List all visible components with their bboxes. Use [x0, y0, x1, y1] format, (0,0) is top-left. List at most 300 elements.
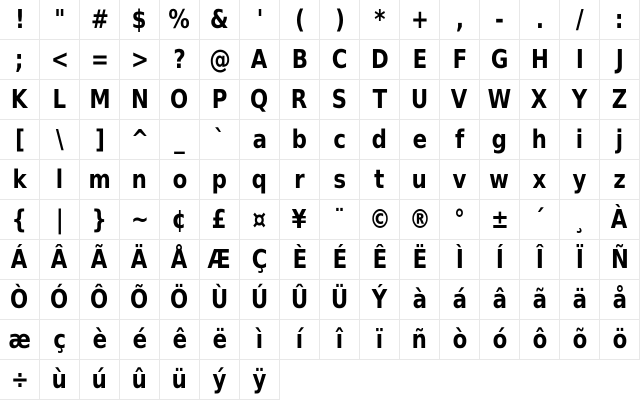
glyph-cell: [400, 0, 440, 40]
glyph: Z: [611, 85, 628, 115]
glyph: À: [611, 205, 628, 235]
glyph-cell: [320, 40, 360, 80]
glyph: ã: [532, 285, 547, 315]
glyph: X: [531, 85, 548, 115]
glyph-cell: [480, 0, 520, 40]
glyph-cell: [160, 360, 200, 400]
glyph-cell: [120, 240, 160, 280]
glyph-cell: [320, 120, 360, 160]
glyph-cell: [240, 200, 280, 240]
glyph: M: [88, 85, 111, 115]
glyph-cell: [360, 160, 400, 200]
glyph-cell: [600, 280, 640, 320]
glyph-row: [0, 240, 640, 280]
glyph-cell: [0, 360, 40, 400]
glyph-cell: [560, 320, 600, 360]
glyph-cell: [360, 0, 400, 40]
glyph-cell: [480, 40, 520, 80]
glyph: é: [132, 325, 147, 355]
glyph-cell: [600, 80, 640, 120]
glyph-cell: [200, 80, 240, 120]
glyph: J: [615, 45, 624, 75]
glyph: n: [131, 165, 148, 195]
glyph: è: [92, 325, 107, 355]
glyph-cell: [240, 120, 280, 160]
glyph: û: [131, 365, 148, 395]
glyph: í: [295, 325, 304, 355]
glyph-cell: [320, 280, 360, 320]
glyph-row: [0, 120, 640, 160]
glyph-cell: [120, 40, 160, 80]
glyph-cell: [520, 0, 560, 40]
glyph: &: [210, 5, 229, 35]
glyph: ': [256, 5, 263, 35]
glyph-cell: [480, 120, 520, 160]
glyph: Ë: [412, 245, 427, 275]
glyph-cell: [160, 160, 200, 200]
glyph-cell: [600, 0, 640, 40]
glyph: |: [55, 205, 64, 235]
glyph-cell: [520, 200, 560, 240]
glyph-cell: [320, 200, 360, 240]
glyph-cell: [600, 40, 640, 80]
glyph-cell: [120, 200, 160, 240]
glyph: ): [334, 5, 345, 35]
glyph: ï: [375, 325, 384, 355]
glyph: %: [168, 5, 191, 35]
glyph-row: [0, 0, 640, 40]
glyph: £: [212, 205, 227, 235]
glyph: .: [535, 5, 544, 35]
glyph: N: [130, 85, 149, 115]
glyph-cell: [40, 200, 80, 240]
glyph-cell: [360, 200, 400, 240]
glyph-cell: [80, 280, 120, 320]
glyph-cell: [280, 0, 320, 40]
glyph: ´: [534, 205, 545, 235]
glyph: ö: [612, 325, 627, 355]
glyph-cell: [400, 120, 440, 160]
glyph-cell: [520, 120, 560, 160]
glyph: `: [214, 125, 225, 155]
glyph-row: [0, 80, 640, 120]
glyph: ¸: [574, 205, 585, 235]
glyph: ¨: [334, 205, 345, 235]
glyph: ±: [490, 205, 509, 235]
glyph: <: [50, 45, 69, 75]
glyph-cell: [360, 40, 400, 80]
glyph-cell: [240, 40, 280, 80]
glyph: Í: [495, 245, 504, 275]
glyph-cell: [200, 320, 240, 360]
glyph: ò: [452, 325, 467, 355]
glyph-cell: [280, 160, 320, 200]
glyph-cell: [480, 200, 520, 240]
glyph: S: [331, 85, 348, 115]
glyph: V: [451, 85, 468, 115]
glyph-cell: [80, 0, 120, 40]
glyph: j: [615, 125, 624, 155]
glyph-cell: [0, 320, 40, 360]
glyph: U: [410, 85, 429, 115]
glyph-cell: [240, 80, 280, 120]
glyph: =: [90, 45, 109, 75]
glyph-cell: [520, 40, 560, 80]
glyph-cell: [600, 320, 640, 360]
glyph-cell: [280, 120, 320, 160]
glyph-cell: [520, 280, 560, 320]
glyph-cell: [560, 240, 600, 280]
glyph-cell: [0, 280, 40, 320]
glyph: ù: [51, 365, 68, 395]
glyph-cell: [80, 200, 120, 240]
glyph-cell: [360, 80, 400, 120]
glyph-cell: [440, 80, 480, 120]
glyph: â: [492, 285, 507, 315]
glyph: -: [495, 5, 504, 35]
glyph: É: [332, 245, 347, 275]
glyph: ": [53, 5, 66, 35]
glyph-cell: [120, 0, 160, 40]
glyph: Æ: [207, 245, 232, 275]
glyph-cell: [80, 320, 120, 360]
glyph-row: [0, 40, 640, 80]
glyph-cell: [0, 0, 40, 40]
glyph: Ò: [10, 285, 29, 315]
glyph: B: [291, 45, 308, 75]
glyph: P: [211, 85, 228, 115]
glyph: h: [531, 125, 548, 155]
glyph: o: [172, 165, 187, 195]
glyph-cell: [240, 280, 280, 320]
glyph: ì: [255, 325, 264, 355]
glyph-cell: [520, 240, 560, 280]
glyph: Ó: [50, 285, 69, 315]
glyph-cell: [160, 0, 200, 40]
glyph: Ú: [250, 285, 269, 315]
glyph-cell: [560, 80, 600, 120]
glyph: :: [615, 5, 624, 35]
glyph: ;: [15, 45, 24, 75]
glyph: #: [90, 5, 109, 35]
glyph: \: [55, 125, 64, 155]
glyph-cell: [240, 160, 280, 200]
glyph-cell: [400, 160, 440, 200]
glyph-cell: [600, 120, 640, 160]
glyph: ó: [492, 325, 507, 355]
glyph: $: [132, 5, 147, 35]
glyph-cell: [440, 280, 480, 320]
glyph-cell: [40, 360, 80, 400]
glyph: Á: [11, 245, 28, 275]
glyph-cell: [560, 120, 600, 160]
glyph-cell: [520, 320, 560, 360]
glyph-cell: [80, 80, 120, 120]
glyph: ô: [532, 325, 547, 355]
glyph: c: [333, 125, 346, 155]
glyph: Õ: [130, 285, 149, 315]
glyph-cell: [0, 160, 40, 200]
glyph: E: [412, 45, 427, 75]
glyph: Ç: [251, 245, 268, 275]
glyph-row: [0, 160, 640, 200]
glyph-cell: [280, 280, 320, 320]
glyph-cell: [320, 160, 360, 200]
glyph-cell: [600, 200, 640, 240]
glyph-cell: [240, 320, 280, 360]
glyph-cell: [480, 160, 520, 200]
glyph-cell: [160, 80, 200, 120]
glyph: Å: [171, 245, 188, 275]
glyph: u: [411, 165, 428, 195]
glyph: Y: [571, 85, 588, 115]
glyph-cell: [0, 200, 40, 240]
glyph: d: [371, 125, 388, 155]
glyph: e: [412, 125, 427, 155]
glyph-cell: [520, 160, 560, 200]
glyph: l: [55, 165, 64, 195]
glyph: à: [412, 285, 427, 315]
glyph: G: [490, 45, 509, 75]
glyph-cell: [560, 0, 600, 40]
glyph-cell: [600, 160, 640, 200]
glyph-cell: [40, 80, 80, 120]
glyph-cell: [480, 320, 520, 360]
glyph-cell: [320, 320, 360, 360]
glyph: >: [130, 45, 149, 75]
glyph-cell: [80, 120, 120, 160]
glyph-cell: [440, 160, 480, 200]
glyph-cell: [280, 40, 320, 80]
glyph: ?: [173, 45, 186, 75]
glyph-cell: [240, 240, 280, 280]
glyph-cell: [280, 200, 320, 240]
glyph: R: [291, 85, 308, 115]
glyph-cell: [280, 240, 320, 280]
glyph: á: [452, 285, 467, 315]
glyph-cell: [280, 80, 320, 120]
glyph-cell: [400, 240, 440, 280]
glyph: Ù: [210, 285, 229, 315]
glyph: *: [373, 5, 386, 35]
glyph-cell: [480, 280, 520, 320]
glyph: æ: [8, 325, 31, 355]
glyph: /: [575, 5, 584, 35]
glyph-cell: [0, 80, 40, 120]
glyph: ©: [368, 205, 391, 235]
glyph-cell: [240, 0, 280, 40]
glyph: ÷: [10, 365, 29, 395]
glyph-cell: [200, 160, 240, 200]
glyph-cell: [80, 240, 120, 280]
glyph: (: [294, 5, 305, 35]
glyph-cell: [160, 40, 200, 80]
glyph: m: [88, 165, 111, 195]
glyph: ~: [130, 205, 149, 235]
glyph-cell: [440, 120, 480, 160]
glyph-cell: [80, 160, 120, 200]
glyph-cell: [0, 40, 40, 80]
glyph: Â: [51, 245, 68, 275]
glyph-cell: [120, 360, 160, 400]
glyph: H: [530, 45, 549, 75]
glyph-cell: [400, 320, 440, 360]
glyph: Q: [250, 85, 269, 115]
glyph-cell: [360, 280, 400, 320]
glyph-cell: [360, 240, 400, 280]
glyph-cell: [160, 320, 200, 360]
glyph-cell: [280, 320, 320, 360]
glyph-cell: [40, 280, 80, 320]
glyph: ¢: [172, 205, 187, 235]
glyph-cell: [80, 40, 120, 80]
glyph: Ï: [575, 245, 584, 275]
glyph: z: [613, 165, 626, 195]
glyph: Ô: [90, 285, 109, 315]
glyph: ñ: [411, 325, 428, 355]
glyph-cell: [560, 200, 600, 240]
glyph-cell: [200, 120, 240, 160]
glyph: Ñ: [610, 245, 629, 275]
glyph: I: [575, 45, 584, 75]
glyph-cell: [120, 160, 160, 200]
glyph: +: [410, 5, 429, 35]
glyph: A: [251, 45, 268, 75]
glyph-cell: [200, 240, 240, 280]
glyph: å: [612, 285, 627, 315]
glyph: p: [211, 165, 228, 195]
glyph-row: [0, 320, 640, 360]
glyph-cell: [40, 40, 80, 80]
glyph: D: [370, 45, 389, 75]
glyph-cell: [40, 240, 80, 280]
glyph: w: [489, 165, 510, 195]
glyph: T: [372, 85, 387, 115]
glyph: @: [208, 45, 231, 75]
glyph: Ì: [455, 245, 464, 275]
glyph: _: [174, 125, 185, 155]
glyph: k: [12, 165, 27, 195]
glyph: ë: [212, 325, 227, 355]
glyph: }: [91, 205, 108, 235]
glyph-cell: [120, 280, 160, 320]
glyph: L: [52, 85, 67, 115]
glyph: b: [291, 125, 308, 155]
glyph-cell: [440, 40, 480, 80]
glyph: ç: [53, 325, 66, 355]
glyph-cell: [200, 200, 240, 240]
glyph: ¥: [292, 205, 307, 235]
glyph: ]: [94, 125, 105, 155]
glyph: Ü: [330, 285, 349, 315]
glyph: Ã: [91, 245, 108, 275]
glyph-cell: [400, 40, 440, 80]
glyph-cell: [40, 320, 80, 360]
glyph-cell: [160, 240, 200, 280]
glyph-cell: [400, 200, 440, 240]
glyph: Ö: [170, 285, 189, 315]
glyph-cell: [80, 360, 120, 400]
glyph: ¤: [252, 205, 267, 235]
glyph: f: [454, 125, 465, 155]
glyph-cell: [480, 240, 520, 280]
glyph: Î: [535, 245, 544, 275]
glyph: Û: [290, 285, 309, 315]
glyph-cell: [320, 0, 360, 40]
glyph-cell: [480, 80, 520, 120]
glyph-cell: [560, 280, 600, 320]
glyph: r: [294, 165, 305, 195]
glyph: ý: [212, 365, 227, 395]
glyph: W: [487, 85, 512, 115]
glyph: O: [170, 85, 189, 115]
glyph: õ: [572, 325, 587, 355]
glyph-cell: [160, 280, 200, 320]
glyph: x: [532, 165, 547, 195]
glyph-cell: [40, 160, 80, 200]
glyph: {: [11, 205, 28, 235]
glyph: q: [251, 165, 268, 195]
glyph: ,: [455, 5, 464, 35]
glyph-cell: [520, 80, 560, 120]
glyph-cell: [400, 280, 440, 320]
glyph-cell: [440, 0, 480, 40]
glyph: i: [575, 125, 584, 155]
glyph: Ý: [371, 285, 388, 315]
glyph: ú: [91, 365, 108, 395]
glyph-cell: [120, 80, 160, 120]
glyph: K: [11, 85, 28, 115]
glyph-cell: [40, 0, 80, 40]
glyph-cell: [440, 200, 480, 240]
glyph-cell: [120, 120, 160, 160]
glyph: ^: [130, 125, 149, 155]
glyph-cell: [440, 240, 480, 280]
glyph: °: [454, 205, 465, 235]
glyph-cell: [600, 240, 640, 280]
glyph-cell: [440, 320, 480, 360]
glyph: a: [252, 125, 267, 155]
glyph: F: [452, 45, 467, 75]
glyph-cell: [360, 120, 400, 160]
glyph-cell: [0, 120, 40, 160]
glyph: ü: [171, 365, 188, 395]
glyph: y: [572, 165, 587, 195]
glyph: È: [292, 245, 307, 275]
glyph: Ê: [372, 245, 387, 275]
glyph-cell: [320, 240, 360, 280]
glyph-cell: [160, 200, 200, 240]
glyph-cell: [400, 80, 440, 120]
glyph: v: [452, 165, 467, 195]
glyph: ä: [572, 285, 587, 315]
glyph-row: [0, 280, 640, 320]
glyph: ÿ: [252, 365, 267, 395]
glyph: Ä: [131, 245, 148, 275]
glyph-cell: [560, 40, 600, 80]
glyph: ê: [172, 325, 187, 355]
glyph-cell: [320, 80, 360, 120]
glyph-cell: [360, 320, 400, 360]
glyph-cell: [200, 280, 240, 320]
glyph-row: [0, 200, 640, 240]
glyph: !: [14, 5, 25, 35]
glyph: î: [335, 325, 344, 355]
glyph-cell: [160, 120, 200, 160]
glyph: g: [491, 125, 508, 155]
glyph-cell: [40, 120, 80, 160]
glyph: t: [374, 165, 385, 195]
